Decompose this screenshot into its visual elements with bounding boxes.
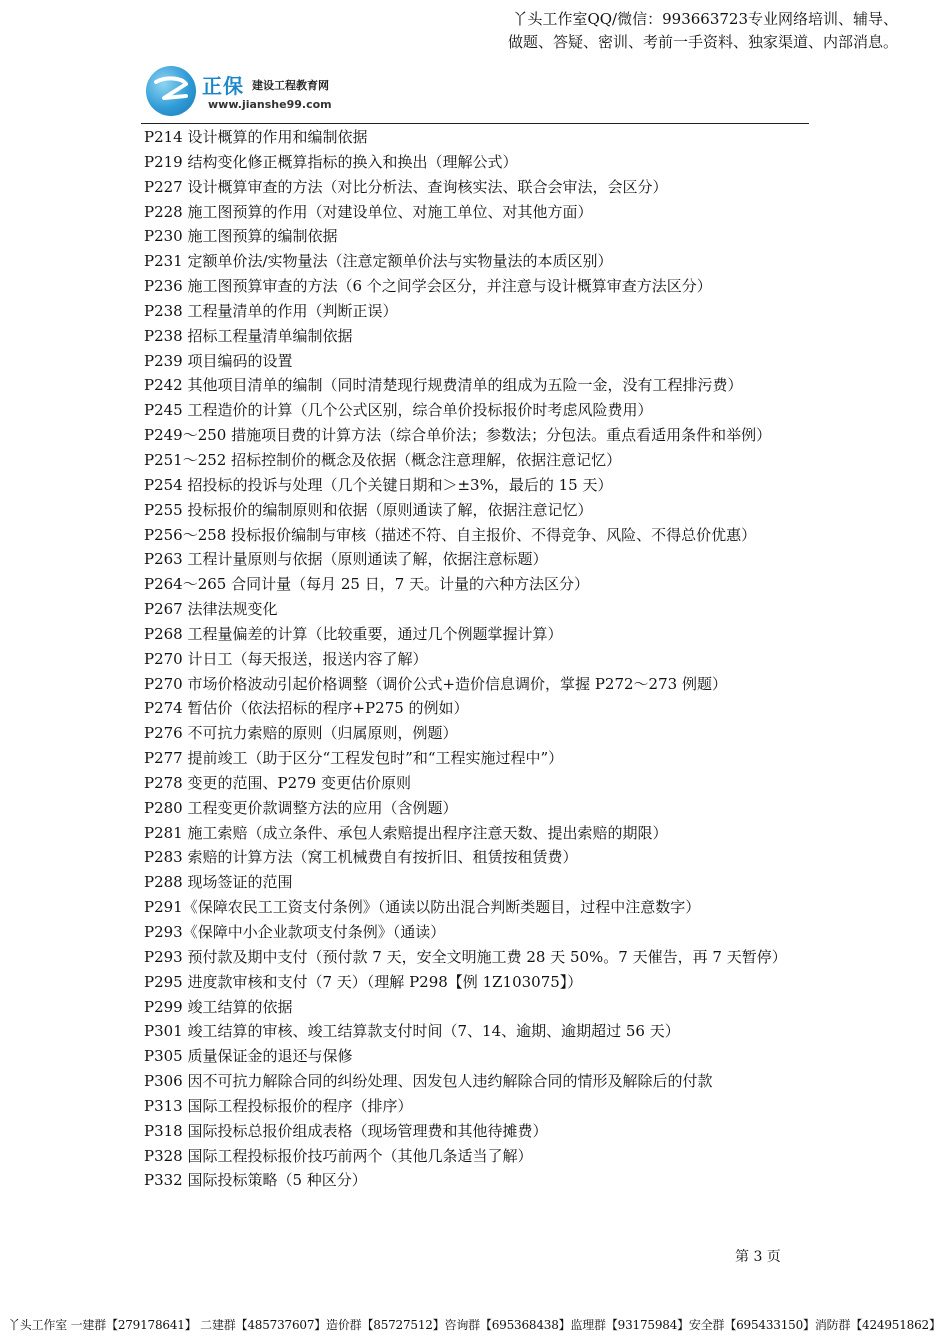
list-item: P251～252 招标控制价的概念及依据（概念注意理解，依据注意记忆） [144, 450, 622, 469]
list-item: P263 工程计量原则与依据（原则通读了解，依据注意标题） [144, 550, 548, 569]
header-divider [141, 123, 809, 124]
list-item: P242 其他项目清单的编制（同时清楚现行规费清单的组成为五险一金，没有工程排污费） [144, 376, 743, 395]
header-note [508, 8, 898, 54]
list-item: P239 项目编码的设置 [144, 351, 293, 370]
list-item: P267 法律法规变化 [144, 600, 278, 619]
list-item: P281 施工索赔（成立条件、承包人索赔提出程序注意天数、提出索赔的期限） [144, 823, 668, 842]
logo [146, 66, 366, 118]
list-item: P249～250 措施项目费的计算方法（综合单价法；参数法；分包法。重点看适用条件和举例） [144, 426, 772, 445]
list-item: P255 投标报价的编制原则和依据（原则通读了解，依据注意记忆） [144, 500, 593, 519]
list-item: P318 国际投标总报价组成表格（现场管理费和其他待摊费） [144, 1121, 548, 1140]
footer-groups: 丫头工作室 一建群【279178641】 二建群【485737607】造价群【85727512】咨询群【695368438】监理群【93175984】安全群【695433150】消防群【424951862】 [8, 1318, 941, 1332]
list-item: P245 工程造价的计算（几个公式区别，综合单价投标报价时考虑风险费用） [144, 401, 653, 420]
list-item: P288 现场签证的范围 [144, 873, 293, 892]
logo-subtitle: 建设工程教育网 [252, 79, 329, 92]
logo-swoosh-icon [146, 66, 196, 116]
list-item: P328 国际工程投标报价技巧前两个（其他几条适当了解） [144, 1146, 533, 1165]
list-item: P313 国际工程投标报价的程序（排序） [144, 1096, 413, 1115]
list-item: P264～265 合同计量（每月 25 日，7 天。计量的六种方法区分） [144, 575, 590, 594]
topic-list [144, 125, 824, 1193]
page-number: 第 3 页 [735, 1249, 781, 1265]
list-item: P276 不可抗力索赔的原则（归属原则，例题） [144, 724, 458, 743]
list-item: P219 结构变化修正概算指标的换入和换出（理解公式） [144, 152, 518, 171]
list-item: P256～258 投标报价编制与审核（描述不符、自主报价、不得竞争、风险、不得总价优惠） [144, 525, 757, 544]
header-note-line-1: 丫头工作室QQ/微信：993663723专业网络培训、辅导、 [512, 10, 898, 28]
list-item: P268 工程量偏差的计算（比较重要，通过几个例题掌握计算） [144, 624, 563, 643]
list-item: P305 质量保证金的退还与保修 [144, 1047, 353, 1066]
list-item: P295 进度款审核和支付（7 天）（理解 P298【例 1Z103075】） [144, 972, 583, 991]
list-item: P254 招投标的投诉与处理（几个关键日期和＞±3%，最后的 15 天） [144, 475, 613, 494]
list-item: P231 定额单价法/实物量法（注意定额单价法与实物量法的本质区别） [144, 252, 613, 271]
list-item: P306 因不可抗力解除合同的纠纷处理、因发包人违约解除合同的情形及解除后的付款 [144, 1072, 713, 1091]
list-item: P280 工程变更价款调整方法的应用（含例题） [144, 798, 458, 817]
logo-url: www.jianshe99.com [208, 98, 332, 111]
list-item: P293 预付款及期中支付（预付款 7 天，安全文明施工费 28 天 50%。7 天催告，再 7 天暂停） [144, 947, 787, 966]
list-item: P238 工程量清单的作用（判断正误） [144, 301, 398, 320]
header-note-line-2: 做题、答疑、密训、考前一手资料、独家渠道、内部消息。 [507, 33, 898, 51]
list-item: P277 提前竣工（助于区分“工程发包时”和“工程实施过程中”） [144, 749, 564, 768]
list-item: P270 市场价格波动引起价格调整（调价公式+造价信息调价，掌握 P272～273 例题） [144, 674, 727, 693]
list-item: P293《保障中小企业款项支付条例》（通读） [144, 923, 446, 941]
list-item: P228 施工图预算的作用（对建设单位、对施工单位、对其他方面） [144, 202, 593, 221]
list-item: P227 设计概算审查的方法（对比分析法、查询核实法、联合会审法，会区分） [144, 177, 668, 196]
list-item: P238 招标工程量清单编制依据 [144, 326, 353, 345]
list-item: P230 施工图预算的编制依据 [144, 227, 338, 246]
list-item: P270 计日工（每天报送，报送内容了解） [144, 649, 428, 668]
list-item: P214 设计概算的作用和编制依据 [144, 128, 368, 146]
list-item: P291《保障农民工工资支付条例》（通读以防出混合判断类题目，过程中注意数字） [144, 898, 701, 917]
list-item: P299 竣工结算的依据 [144, 997, 293, 1016]
list-item: P332 国际投标策略（5 种区分） [144, 1171, 367, 1190]
list-item: P274 暂估价（依法招标的程序+P275 的例如） [144, 699, 469, 718]
list-item: P283 索赔的计算方法（窝工机械费自有按折旧、租赁按租赁费） [144, 848, 578, 867]
list-item: P301 竣工结算的审核、竣工结算款支付时间（7、14、逾期、逾期超过 56 天） [144, 1022, 680, 1041]
list-item: P236 施工图预算审查的方法（6 个之间学会区分，并注意与设计概算审查方法区分） [144, 277, 712, 296]
logo-brand: 正保 [202, 74, 244, 98]
list-item: P278 变更的范围、P279 变更估价原则 [144, 773, 411, 792]
